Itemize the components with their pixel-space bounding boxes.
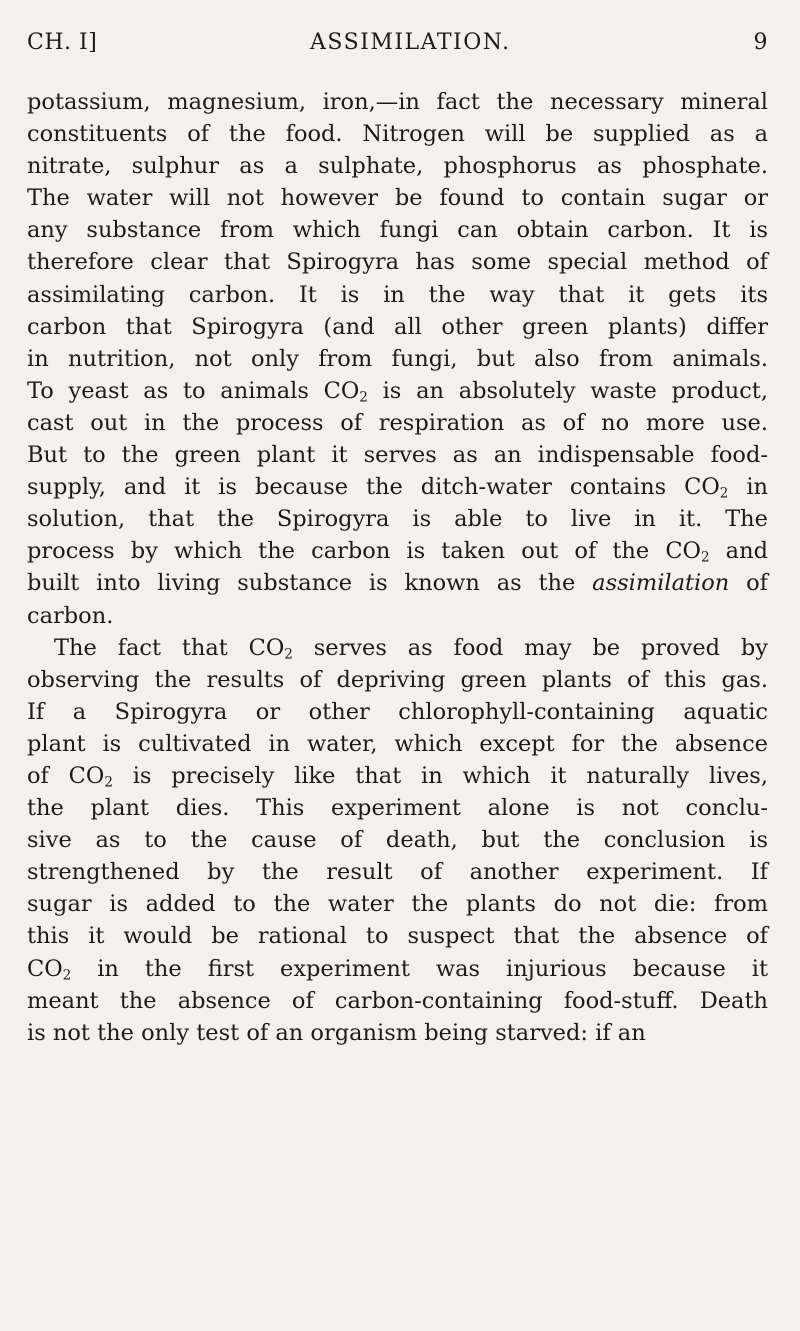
text-line: observing the results of depriving green plants of this gas. bbox=[27, 666, 768, 693]
text-line: nitrate, sulphur as a sulphate, phosphorus as phosphate. bbox=[27, 153, 768, 180]
text-line: The water will not however be found to contain sugar or bbox=[27, 185, 768, 212]
text-line: this it would be rational to suspect that the absence of bbox=[27, 923, 768, 950]
text-line: meant the absence of carbon-containing food-stuff. Death bbox=[27, 987, 768, 1014]
text-line: is not the only test of an organism being starved: if an bbox=[27, 1019, 646, 1046]
text-line: any substance from which fungi can obtain carbon. It is bbox=[27, 217, 768, 244]
paragraph-2 bbox=[27, 632, 768, 1049]
text-line: process by which the carbon is taken out of the $CO_2$ and bbox=[27, 538, 768, 566]
text-line: constituents of the food. Nitrogen will be supplied as a bbox=[27, 121, 768, 148]
text-line: in nutrition, not only from fungi, but also from animals. bbox=[27, 345, 768, 372]
text-line: plant is cultivated in water, which except for the absence bbox=[27, 730, 768, 757]
text-line: the plant dies. This experiment alone is not conclu- bbox=[27, 795, 768, 822]
text-line: potassium, magnesium, iron,—in fact the necessary mineral bbox=[27, 89, 768, 115]
text-line: built into living substance is known as the assimilation of bbox=[27, 570, 768, 597]
text-line: supply, and it is because the ditch-water contains $CO_2$ in bbox=[27, 474, 769, 502]
text-line: $CO_2$ in the first experiment was injurious because it bbox=[27, 955, 768, 983]
text-line: assimilating carbon. It is in the way that it gets its bbox=[27, 281, 768, 308]
text-line: If a Spirogyra or other chlorophyll-containing aquatic bbox=[27, 698, 768, 725]
text-line: To yeast as to animals $CO_2$ is an absolutely waste product, bbox=[27, 377, 768, 406]
italic-term: assimilation bbox=[592, 570, 730, 597]
page-body bbox=[27, 86, 768, 1049]
text-line: carbon that Spirogyra (and all other green plants) differ bbox=[27, 313, 768, 340]
text-line: carbon. bbox=[27, 602, 114, 629]
running-title: ASSIMILATION. bbox=[310, 30, 511, 55]
running-header bbox=[27, 30, 768, 70]
paragraph-1 bbox=[27, 86, 768, 632]
text-line: of $CO_2$ is precisely like that in which it naturally lives, bbox=[27, 762, 769, 791]
text-line: sugar is added to the water the plants do not die: from bbox=[27, 891, 768, 918]
text-line: strengthened by the result of another experiment. If bbox=[27, 859, 768, 886]
text-line: sive as to the cause of death, but the conclusion is bbox=[27, 827, 768, 854]
chapter-label: CH. I] bbox=[27, 30, 98, 55]
text-line: cast out in the process of respiration as of no more use. bbox=[27, 409, 768, 436]
text-line: But to the green plant it serves as an indispensable food- bbox=[27, 442, 768, 469]
page-number: 9 bbox=[753, 30, 768, 55]
text-line: therefore clear that Spirogyra has some special method of bbox=[27, 249, 768, 276]
text-line: solution, that the Spirogyra is able to live in it. The bbox=[27, 506, 768, 533]
text-line: The fact that $CO_2$ serves as food may be proved by bbox=[54, 634, 768, 662]
